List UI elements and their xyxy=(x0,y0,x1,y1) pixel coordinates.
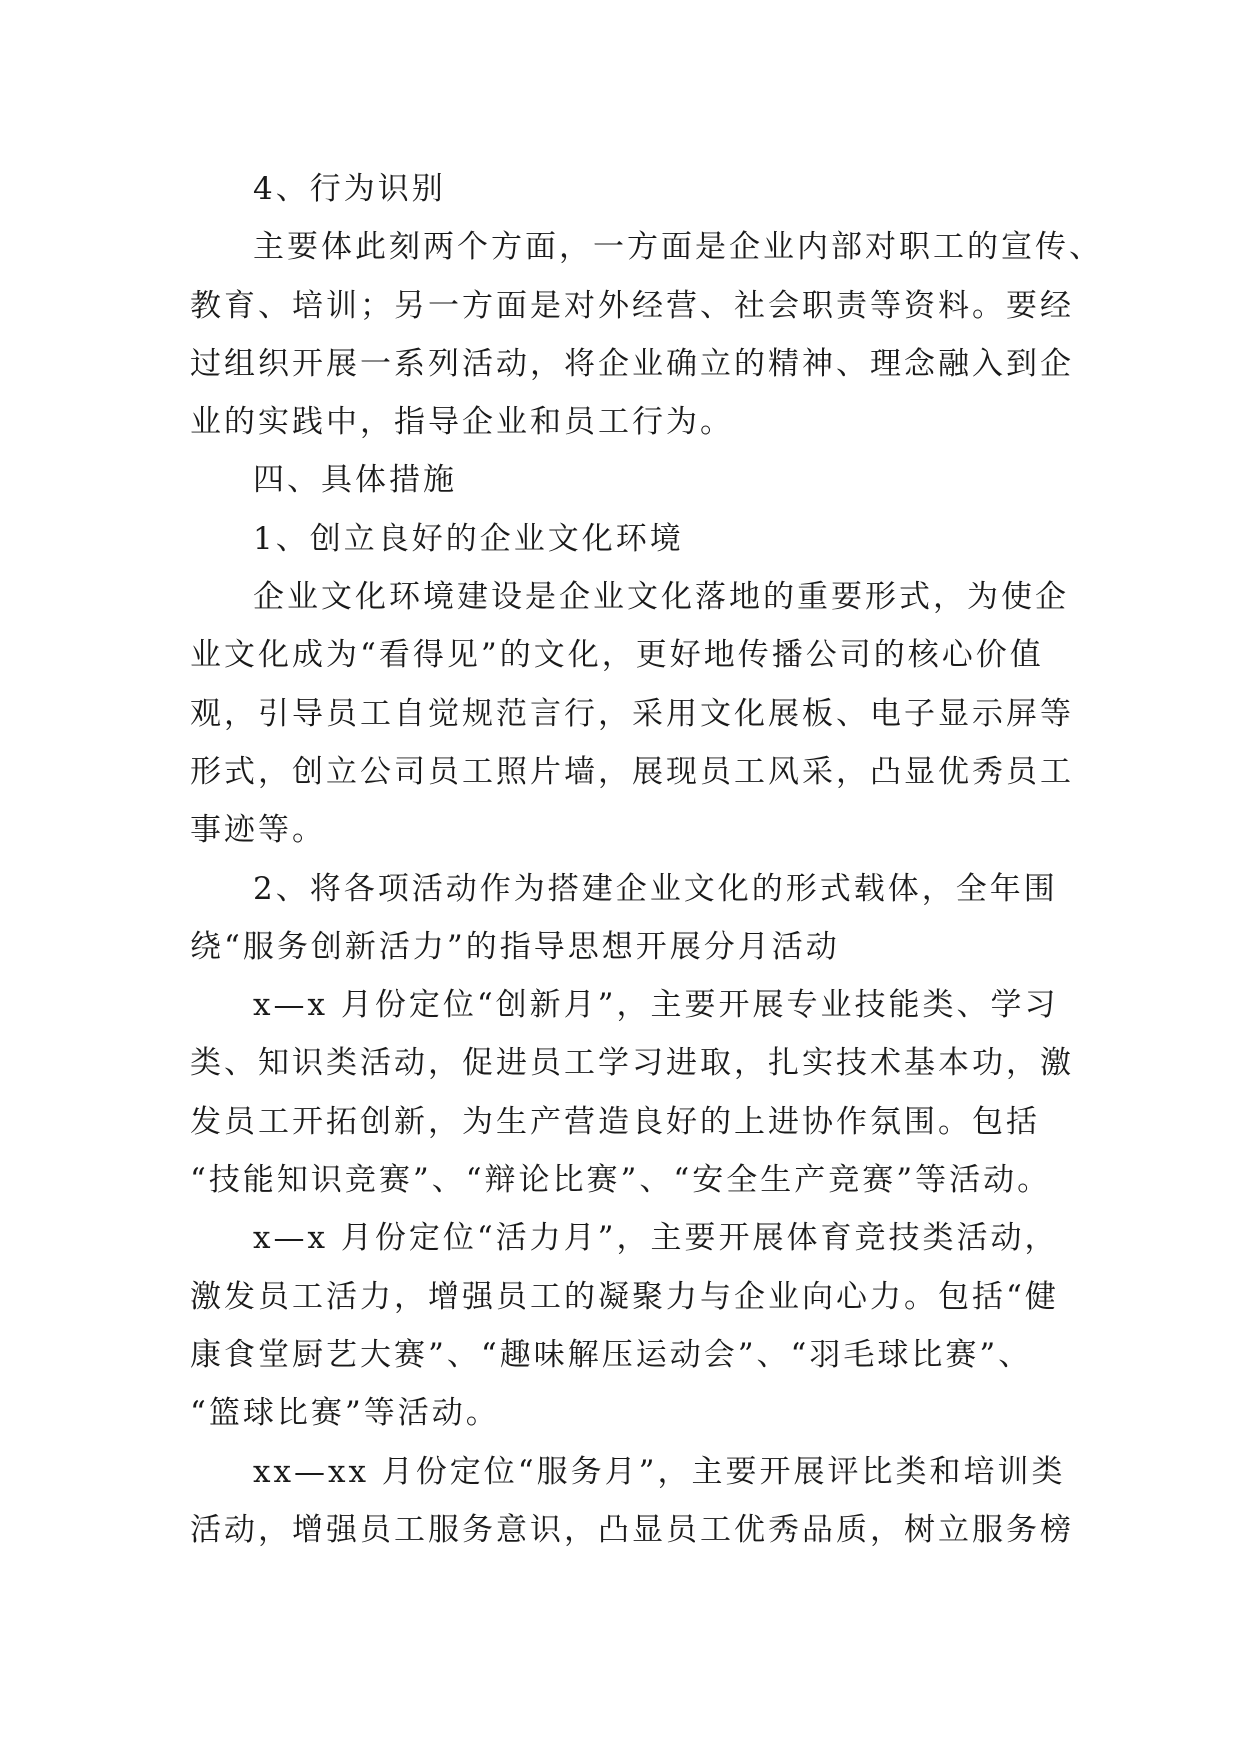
paragraph-line: 活动，增强员工服务意识，凸显员工优秀品质，树立服务榜 xyxy=(190,1511,1074,1548)
paragraph-line: 发员工开拓创新，为生产营造良好的上进协作氛围。包括 xyxy=(190,1103,1040,1140)
subsection-heading-activities: 2、将各项活动作为搭建企业文化的形式载体，全年围 xyxy=(253,870,1058,907)
paragraph-line: 业的实践中，指导企业和员工行为。 xyxy=(190,404,734,441)
paragraph-line: 主要体此刻两个方面，一方面是企业内部对职工的宣传、 xyxy=(253,229,1103,266)
paragraph-line: xx—xx 月份定位“服务月”，主要开展评比类和培训类 xyxy=(253,1453,1066,1490)
paragraph-line: 激发员工活力，增强员工的凝聚力与企业向心力。包括“健 xyxy=(190,1278,1059,1315)
paragraph-line: “技能知识竞赛”、“辩论比赛”、“安全生产竞赛”等活动。 xyxy=(190,1162,1052,1199)
paragraph-line: 形式，创立公司员工照片墙，展现员工风采，凸显优秀员工 xyxy=(190,753,1074,790)
section-heading-behavior-identity: 4、行为识别 xyxy=(253,171,446,207)
paragraph-line: 企业文化环境建设是企业文化落地的重要形式，为使企 xyxy=(253,579,1069,616)
paragraph-line: 康食堂厨艺大赛”、“趣味解压运动会”、“羽毛球比赛”、 xyxy=(190,1336,1033,1373)
paragraph-line: 观，引导员工自觉规范言行，采用文化展板、电子显示屏等 xyxy=(190,695,1074,732)
document-body xyxy=(190,160,1103,1559)
paragraph-line: x—x 月份定位“创新月”，主要开展专业技能类、学习 xyxy=(253,987,1059,1024)
paragraph-line: 绕“服务创新活力”的指导思想开展分月活动 xyxy=(190,928,840,965)
section-heading-measures: 四、具体措施 xyxy=(253,462,457,499)
paragraph-line: 事迹等。 xyxy=(190,812,326,849)
paragraph-line: 业文化成为“看得见”的文化，更好地传播公司的核心价值 xyxy=(190,637,1044,674)
subsection-heading-environment: 1、创立良好的企业文化环境 xyxy=(253,520,684,557)
paragraph-line: 过组织开展一系列活动，将企业确立的精神、理念融入到企 xyxy=(190,345,1074,382)
paragraph-line: 类、知识类活动，促进员工学习进取，扎实技术基本功，激 xyxy=(190,1045,1074,1082)
paragraph-line: “篮球比赛”等活动。 xyxy=(190,1395,500,1432)
paragraph-line: x—x 月份定位“活力月”，主要开展体育竞技类活动， xyxy=(253,1220,1059,1257)
paragraph-line: 教育、培训；另一方面是对外经营、社会职责等资料。要经 xyxy=(190,287,1074,324)
